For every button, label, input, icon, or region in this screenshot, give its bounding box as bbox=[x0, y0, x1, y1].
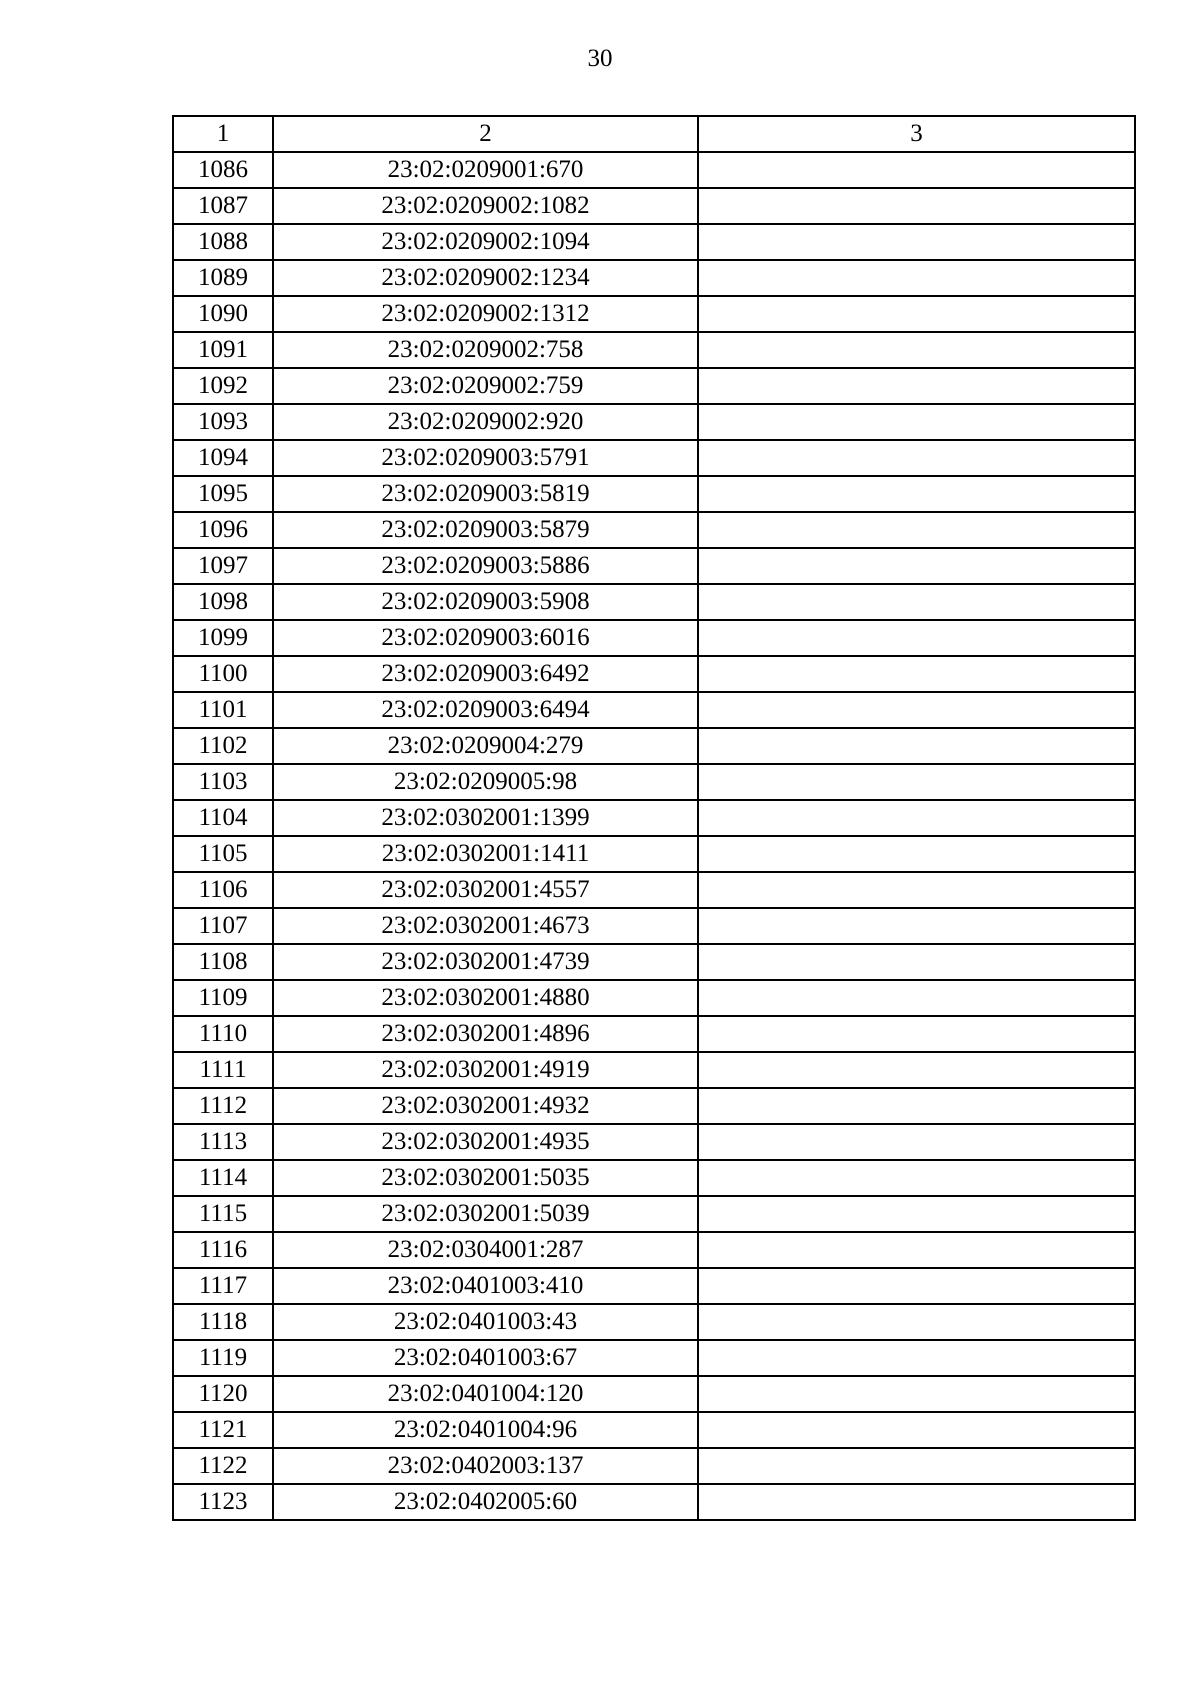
row-number-cell: 1093 bbox=[173, 404, 273, 440]
table-row bbox=[173, 872, 1135, 908]
cadastral-number-cell: 23:02:0302001:4673 bbox=[273, 908, 698, 944]
table-row bbox=[173, 1124, 1135, 1160]
cadastral-number-cell: 23:02:0209003:5908 bbox=[273, 584, 698, 620]
cadastral-number-cell: 23:02:0302001:4739 bbox=[273, 944, 698, 980]
table-row bbox=[173, 188, 1135, 224]
note-cell bbox=[698, 440, 1135, 476]
table-header bbox=[173, 116, 1135, 152]
cadastral-number-cell: 23:02:0209002:1312 bbox=[273, 296, 698, 332]
table-row bbox=[173, 908, 1135, 944]
table-row bbox=[173, 1412, 1135, 1448]
note-cell bbox=[698, 512, 1135, 548]
note-cell bbox=[698, 800, 1135, 836]
table-row bbox=[173, 584, 1135, 620]
cadastral-table bbox=[172, 115, 1136, 1521]
note-cell bbox=[698, 152, 1135, 188]
note-cell bbox=[698, 1412, 1135, 1448]
note-cell bbox=[698, 1160, 1135, 1196]
row-number-cell: 1113 bbox=[173, 1124, 273, 1160]
cadastral-number-cell: 23:02:0209005:98 bbox=[273, 764, 698, 800]
table-row bbox=[173, 1484, 1135, 1520]
cadastral-number-cell: 23:02:0302001:5035 bbox=[273, 1160, 698, 1196]
note-cell bbox=[698, 1196, 1135, 1232]
table-row bbox=[173, 548, 1135, 584]
table-row bbox=[173, 1196, 1135, 1232]
row-number-cell: 1091 bbox=[173, 332, 273, 368]
cadastral-number-cell: 23:02:0209003:5791 bbox=[273, 440, 698, 476]
cadastral-number-cell: 23:02:0209003:5819 bbox=[273, 476, 698, 512]
cadastral-number-cell: 23:02:0402005:60 bbox=[273, 1484, 698, 1520]
row-number-cell: 1111 bbox=[173, 1052, 273, 1088]
cadastral-number-cell: 23:02:0302001:4935 bbox=[273, 1124, 698, 1160]
table-row bbox=[173, 224, 1135, 260]
table-row bbox=[173, 296, 1135, 332]
table-row bbox=[173, 404, 1135, 440]
table-row bbox=[173, 1340, 1135, 1376]
note-cell bbox=[698, 1232, 1135, 1268]
table-row bbox=[173, 332, 1135, 368]
column-header-2: 2 bbox=[273, 116, 698, 152]
note-cell bbox=[698, 836, 1135, 872]
table-row bbox=[173, 1160, 1135, 1196]
table-row bbox=[173, 1232, 1135, 1268]
cadastral-number-cell: 23:02:0402003:137 bbox=[273, 1448, 698, 1484]
note-cell bbox=[698, 1448, 1135, 1484]
cadastral-number-cell: 23:02:0209003:5879 bbox=[273, 512, 698, 548]
table-row bbox=[173, 152, 1135, 188]
row-number-cell: 1117 bbox=[173, 1268, 273, 1304]
cadastral-number-cell: 23:02:0209002:1234 bbox=[273, 260, 698, 296]
note-cell bbox=[698, 1268, 1135, 1304]
note-cell bbox=[698, 1088, 1135, 1124]
row-number-cell: 1088 bbox=[173, 224, 273, 260]
note-cell bbox=[698, 368, 1135, 404]
row-number-cell: 1108 bbox=[173, 944, 273, 980]
cadastral-number-cell: 23:02:0302001:4896 bbox=[273, 1016, 698, 1052]
note-cell bbox=[698, 1304, 1135, 1340]
row-number-cell: 1102 bbox=[173, 728, 273, 764]
note-cell bbox=[698, 584, 1135, 620]
cadastral-number-cell: 23:02:0209004:279 bbox=[273, 728, 698, 764]
cadastral-number-cell: 23:02:0209002:759 bbox=[273, 368, 698, 404]
note-cell bbox=[698, 404, 1135, 440]
note-cell bbox=[698, 296, 1135, 332]
cadastral-number-cell: 23:02:0209001:670 bbox=[273, 152, 698, 188]
column-header-3: 3 bbox=[698, 116, 1135, 152]
table-row bbox=[173, 1052, 1135, 1088]
cadastral-number-cell: 23:02:0401004:96 bbox=[273, 1412, 698, 1448]
cadastral-number-cell: 23:02:0302001:4557 bbox=[273, 872, 698, 908]
cadastral-number-cell: 23:02:0304001:287 bbox=[273, 1232, 698, 1268]
table-row bbox=[173, 440, 1135, 476]
row-number-cell: 1112 bbox=[173, 1088, 273, 1124]
table-row bbox=[173, 1304, 1135, 1340]
cadastral-number-cell: 23:02:0209002:1094 bbox=[273, 224, 698, 260]
table-row bbox=[173, 944, 1135, 980]
cadastral-number-cell: 23:02:0401003:410 bbox=[273, 1268, 698, 1304]
note-cell bbox=[698, 260, 1135, 296]
cadastral-number-cell: 23:02:0302001:4932 bbox=[273, 1088, 698, 1124]
note-cell bbox=[698, 620, 1135, 656]
note-cell bbox=[698, 692, 1135, 728]
row-number-cell: 1098 bbox=[173, 584, 273, 620]
table-row bbox=[173, 692, 1135, 728]
note-cell bbox=[698, 188, 1135, 224]
table-row bbox=[173, 800, 1135, 836]
table-row bbox=[173, 980, 1135, 1016]
note-cell bbox=[698, 764, 1135, 800]
row-number-cell: 1120 bbox=[173, 1376, 273, 1412]
table-row bbox=[173, 656, 1135, 692]
note-cell bbox=[698, 1376, 1135, 1412]
table-row bbox=[173, 620, 1135, 656]
table-row bbox=[173, 728, 1135, 764]
row-number-cell: 1105 bbox=[173, 836, 273, 872]
row-number-cell: 1110 bbox=[173, 1016, 273, 1052]
row-number-cell: 1115 bbox=[173, 1196, 273, 1232]
cadastral-number-cell: 23:02:0209003:6494 bbox=[273, 692, 698, 728]
column-header-1: 1 bbox=[173, 116, 273, 152]
row-number-cell: 1086 bbox=[173, 152, 273, 188]
page-number: 30 bbox=[587, 45, 613, 72]
cadastral-number-cell: 23:02:0302001:4919 bbox=[273, 1052, 698, 1088]
row-number-cell: 1096 bbox=[173, 512, 273, 548]
note-cell bbox=[698, 728, 1135, 764]
cadastral-number-cell: 23:02:0209002:1082 bbox=[273, 188, 698, 224]
row-number-cell: 1090 bbox=[173, 296, 273, 332]
table-row bbox=[173, 1268, 1135, 1304]
row-number-cell: 1107 bbox=[173, 908, 273, 944]
note-cell bbox=[698, 1340, 1135, 1376]
table-body bbox=[173, 152, 1135, 1520]
row-number-cell: 1104 bbox=[173, 800, 273, 836]
table-row bbox=[173, 1088, 1135, 1124]
header-row bbox=[173, 116, 1135, 152]
row-number-cell: 1087 bbox=[173, 188, 273, 224]
row-number-cell: 1116 bbox=[173, 1232, 273, 1268]
cadastral-number-cell: 23:02:0401003:67 bbox=[273, 1340, 698, 1376]
row-number-cell: 1092 bbox=[173, 368, 273, 404]
cadastral-number-cell: 23:02:0209003:6016 bbox=[273, 620, 698, 656]
cadastral-number-cell: 23:02:0401004:120 bbox=[273, 1376, 698, 1412]
cadastral-number-cell: 23:02:0209002:758 bbox=[273, 332, 698, 368]
table-row bbox=[173, 260, 1135, 296]
note-cell bbox=[698, 908, 1135, 944]
note-cell bbox=[698, 1016, 1135, 1052]
row-number-cell: 1119 bbox=[173, 1340, 273, 1376]
row-number-cell: 1101 bbox=[173, 692, 273, 728]
table-row bbox=[173, 836, 1135, 872]
row-number-cell: 1100 bbox=[173, 656, 273, 692]
row-number-cell: 1114 bbox=[173, 1160, 273, 1196]
table-row bbox=[173, 1448, 1135, 1484]
cadastral-number-cell: 23:02:0302001:5039 bbox=[273, 1196, 698, 1232]
row-number-cell: 1097 bbox=[173, 548, 273, 584]
row-number-cell: 1121 bbox=[173, 1412, 273, 1448]
cadastral-number-cell: 23:02:0209003:5886 bbox=[273, 548, 698, 584]
note-cell bbox=[698, 980, 1135, 1016]
note-cell bbox=[698, 1484, 1135, 1520]
cadastral-number-cell: 23:02:0302001:1399 bbox=[273, 800, 698, 836]
cadastral-number-cell: 23:02:0209003:6492 bbox=[273, 656, 698, 692]
note-cell bbox=[698, 548, 1135, 584]
note-cell bbox=[698, 476, 1135, 512]
note-cell bbox=[698, 1124, 1135, 1160]
note-cell bbox=[698, 944, 1135, 980]
cadastral-number-cell: 23:02:0209002:920 bbox=[273, 404, 698, 440]
row-number-cell: 1122 bbox=[173, 1448, 273, 1484]
cadastral-number-cell: 23:02:0302001:4880 bbox=[273, 980, 698, 1016]
row-number-cell: 1118 bbox=[173, 1304, 273, 1340]
table-row bbox=[173, 476, 1135, 512]
note-cell bbox=[698, 224, 1135, 260]
cadastral-number-cell: 23:02:0401003:43 bbox=[273, 1304, 698, 1340]
row-number-cell: 1095 bbox=[173, 476, 273, 512]
table-row bbox=[173, 368, 1135, 404]
row-number-cell: 1103 bbox=[173, 764, 273, 800]
row-number-cell: 1106 bbox=[173, 872, 273, 908]
table-row bbox=[173, 764, 1135, 800]
row-number-cell: 1089 bbox=[173, 260, 273, 296]
note-cell bbox=[698, 1052, 1135, 1088]
note-cell bbox=[698, 332, 1135, 368]
row-number-cell: 1123 bbox=[173, 1484, 273, 1520]
row-number-cell: 1109 bbox=[173, 980, 273, 1016]
note-cell bbox=[698, 656, 1135, 692]
table-row bbox=[173, 1016, 1135, 1052]
cadastral-number-cell: 23:02:0302001:1411 bbox=[273, 836, 698, 872]
table-row bbox=[173, 512, 1135, 548]
note-cell bbox=[698, 872, 1135, 908]
table-row bbox=[173, 1376, 1135, 1412]
row-number-cell: 1099 bbox=[173, 620, 273, 656]
row-number-cell: 1094 bbox=[173, 440, 273, 476]
